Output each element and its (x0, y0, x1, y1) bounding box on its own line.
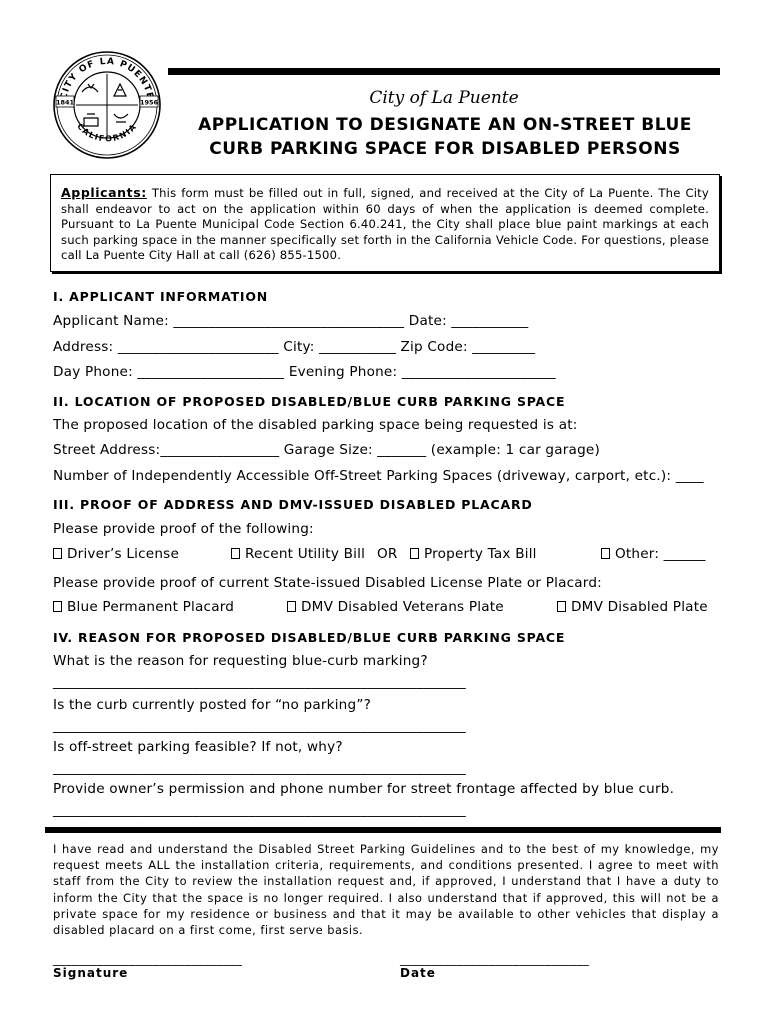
phone-line: Day Phone: _____________________ Evening Phone: ______________________ (53, 364, 556, 380)
utility-bill-label: Recent Utility Bill (245, 546, 366, 562)
proof-intro: Please provide proof of the following: (53, 521, 314, 537)
checkbox-icon[interactable] (231, 548, 240, 559)
disabled-plate-label: DMV Disabled Plate (571, 599, 708, 615)
page-title (150, 113, 740, 161)
checkbox-icon[interactable] (53, 548, 62, 559)
section-1-heading: I. APPLICANT INFORMATION (53, 289, 269, 304)
question-no-parking: Is the curb currently posted for “no parking”? (53, 697, 371, 713)
question-reason: What is the reason for requesting blue-curb marking? (53, 653, 428, 669)
street-address-garage-line: Street Address:_________________ Garage Size: _______ (example: 1 car garage) (53, 442, 600, 458)
checkbox-icon[interactable] (410, 548, 419, 559)
veterans-plate-label: DMV Disabled Veterans Plate (301, 599, 504, 615)
section-2-heading: II. LOCATION OF PROPOSED DISABLED/BLUE CURB PARKING SPACE (53, 394, 566, 409)
checkbox-icon[interactable] (557, 601, 566, 612)
top-divider-bar (168, 68, 720, 75)
applicants-label: Applicants: (61, 185, 147, 200)
title-line-1: APPLICATION TO DESIGNATE AN ON-STREET BLUE (198, 115, 692, 135)
address-city-zip-line: Address: _______________________ City: ___________ Zip Code: _________ (53, 339, 536, 355)
section-divider-bar (45, 827, 721, 833)
checkbox-drivers-license[interactable] (53, 546, 179, 562)
checkbox-icon[interactable] (601, 548, 610, 559)
other-label: Other: ______ (615, 546, 706, 562)
signature-label: Signature (53, 966, 129, 980)
question-owner-permission: Provide owner’s permission and phone number for street frontage affected by blue curb. (53, 781, 675, 797)
checkbox-blue-placard[interactable] (53, 599, 234, 615)
offstreet-spaces-line: Number of Independently Accessible Off-Street Parking Spaces (driveway, carport, etc.): ____ (53, 468, 704, 484)
or-text: OR (377, 546, 398, 562)
date-label: Date (400, 966, 436, 980)
answer-blank[interactable]: ___________________________________________________________ (53, 674, 466, 690)
city-name: City of La Puente (369, 88, 519, 108)
seal-right-year: 1956 (139, 98, 159, 107)
property-tax-label: Property Tax Bill (424, 546, 537, 562)
section-3-heading: III. PROOF OF ADDRESS AND DMV-ISSUED DISABLED PLACARD (53, 497, 533, 512)
checkbox-other[interactable] (601, 546, 706, 562)
section-4-heading: IV. REASON FOR PROPOSED DISABLED/BLUE CURB PARKING SPACE (53, 630, 566, 645)
seal-top-text: ITY OF LA PUENT (61, 56, 153, 95)
city-seal-logo (52, 50, 162, 160)
checkbox-property-tax[interactable] (410, 546, 537, 562)
placard-intro: Please provide proof of current State-issued Disabled License Plate or Placard: (53, 575, 602, 591)
answer-blank[interactable]: ___________________________________________________________ (53, 760, 466, 776)
date-line[interactable]: ______________________________ (400, 952, 589, 966)
title-line-2: CURB PARKING SPACE FOR DISABLED PERSONS (209, 139, 681, 159)
answer-blank[interactable]: ___________________________________________________________ (53, 718, 466, 734)
checkbox-utility-bill[interactable] (231, 546, 365, 562)
checkbox-disabled-plate[interactable] (557, 599, 708, 615)
agreement-text: I have read and understand the Disabled Street Parking Guidelines and to the best of my knowledge, my request meets ALL the installation criteria, requirements, and conditions presented. I agree to meet with staff from the City to review the installation request and, if approved, I understand that I have a duty to inform the City that the space is no longer required. I also understand that if approved, this will not be a private space for my residence or business and that it may be available to other vehicles that display a disabled placard on a first come, first serve basis. (53, 842, 719, 938)
seal-left-year: 1841 (55, 98, 75, 107)
checkbox-icon[interactable] (287, 601, 296, 612)
location-intro: The proposed location of the disabled parking space being requested is at: (53, 417, 578, 433)
blue-placard-label: Blue Permanent Placard (67, 599, 235, 615)
checkbox-veterans-plate[interactable] (287, 599, 504, 615)
seal-bottom-text: CALIFORNIA (75, 121, 139, 144)
drivers-license-label: Driver’s License (67, 546, 180, 562)
applicant-name-date-line: Applicant Name: _________________________________ Date: ___________ (53, 313, 529, 329)
checkbox-icon[interactable] (53, 601, 62, 612)
signature-line[interactable]: ______________________________ (53, 952, 242, 966)
question-offstreet: Is off-street parking feasible? If not, why? (53, 739, 343, 755)
applicants-notice (61, 185, 709, 264)
applicants-notice-text: This form must be filled out in full, signed, and received at the City of La Puente. The City shall endeavor to act on the application within 60 days of when the application is deemed complete. Pursuant to La Puente Municipal Code Section 6.40.241, the City shall place blue paint markings at each such parking space in the manner specifically set forth in the California Vehicle Code. For questions, please call La Puente City Hall at call (626) 855-1500. (61, 186, 709, 263)
answer-blank[interactable]: ___________________________________________________________ (53, 802, 466, 818)
